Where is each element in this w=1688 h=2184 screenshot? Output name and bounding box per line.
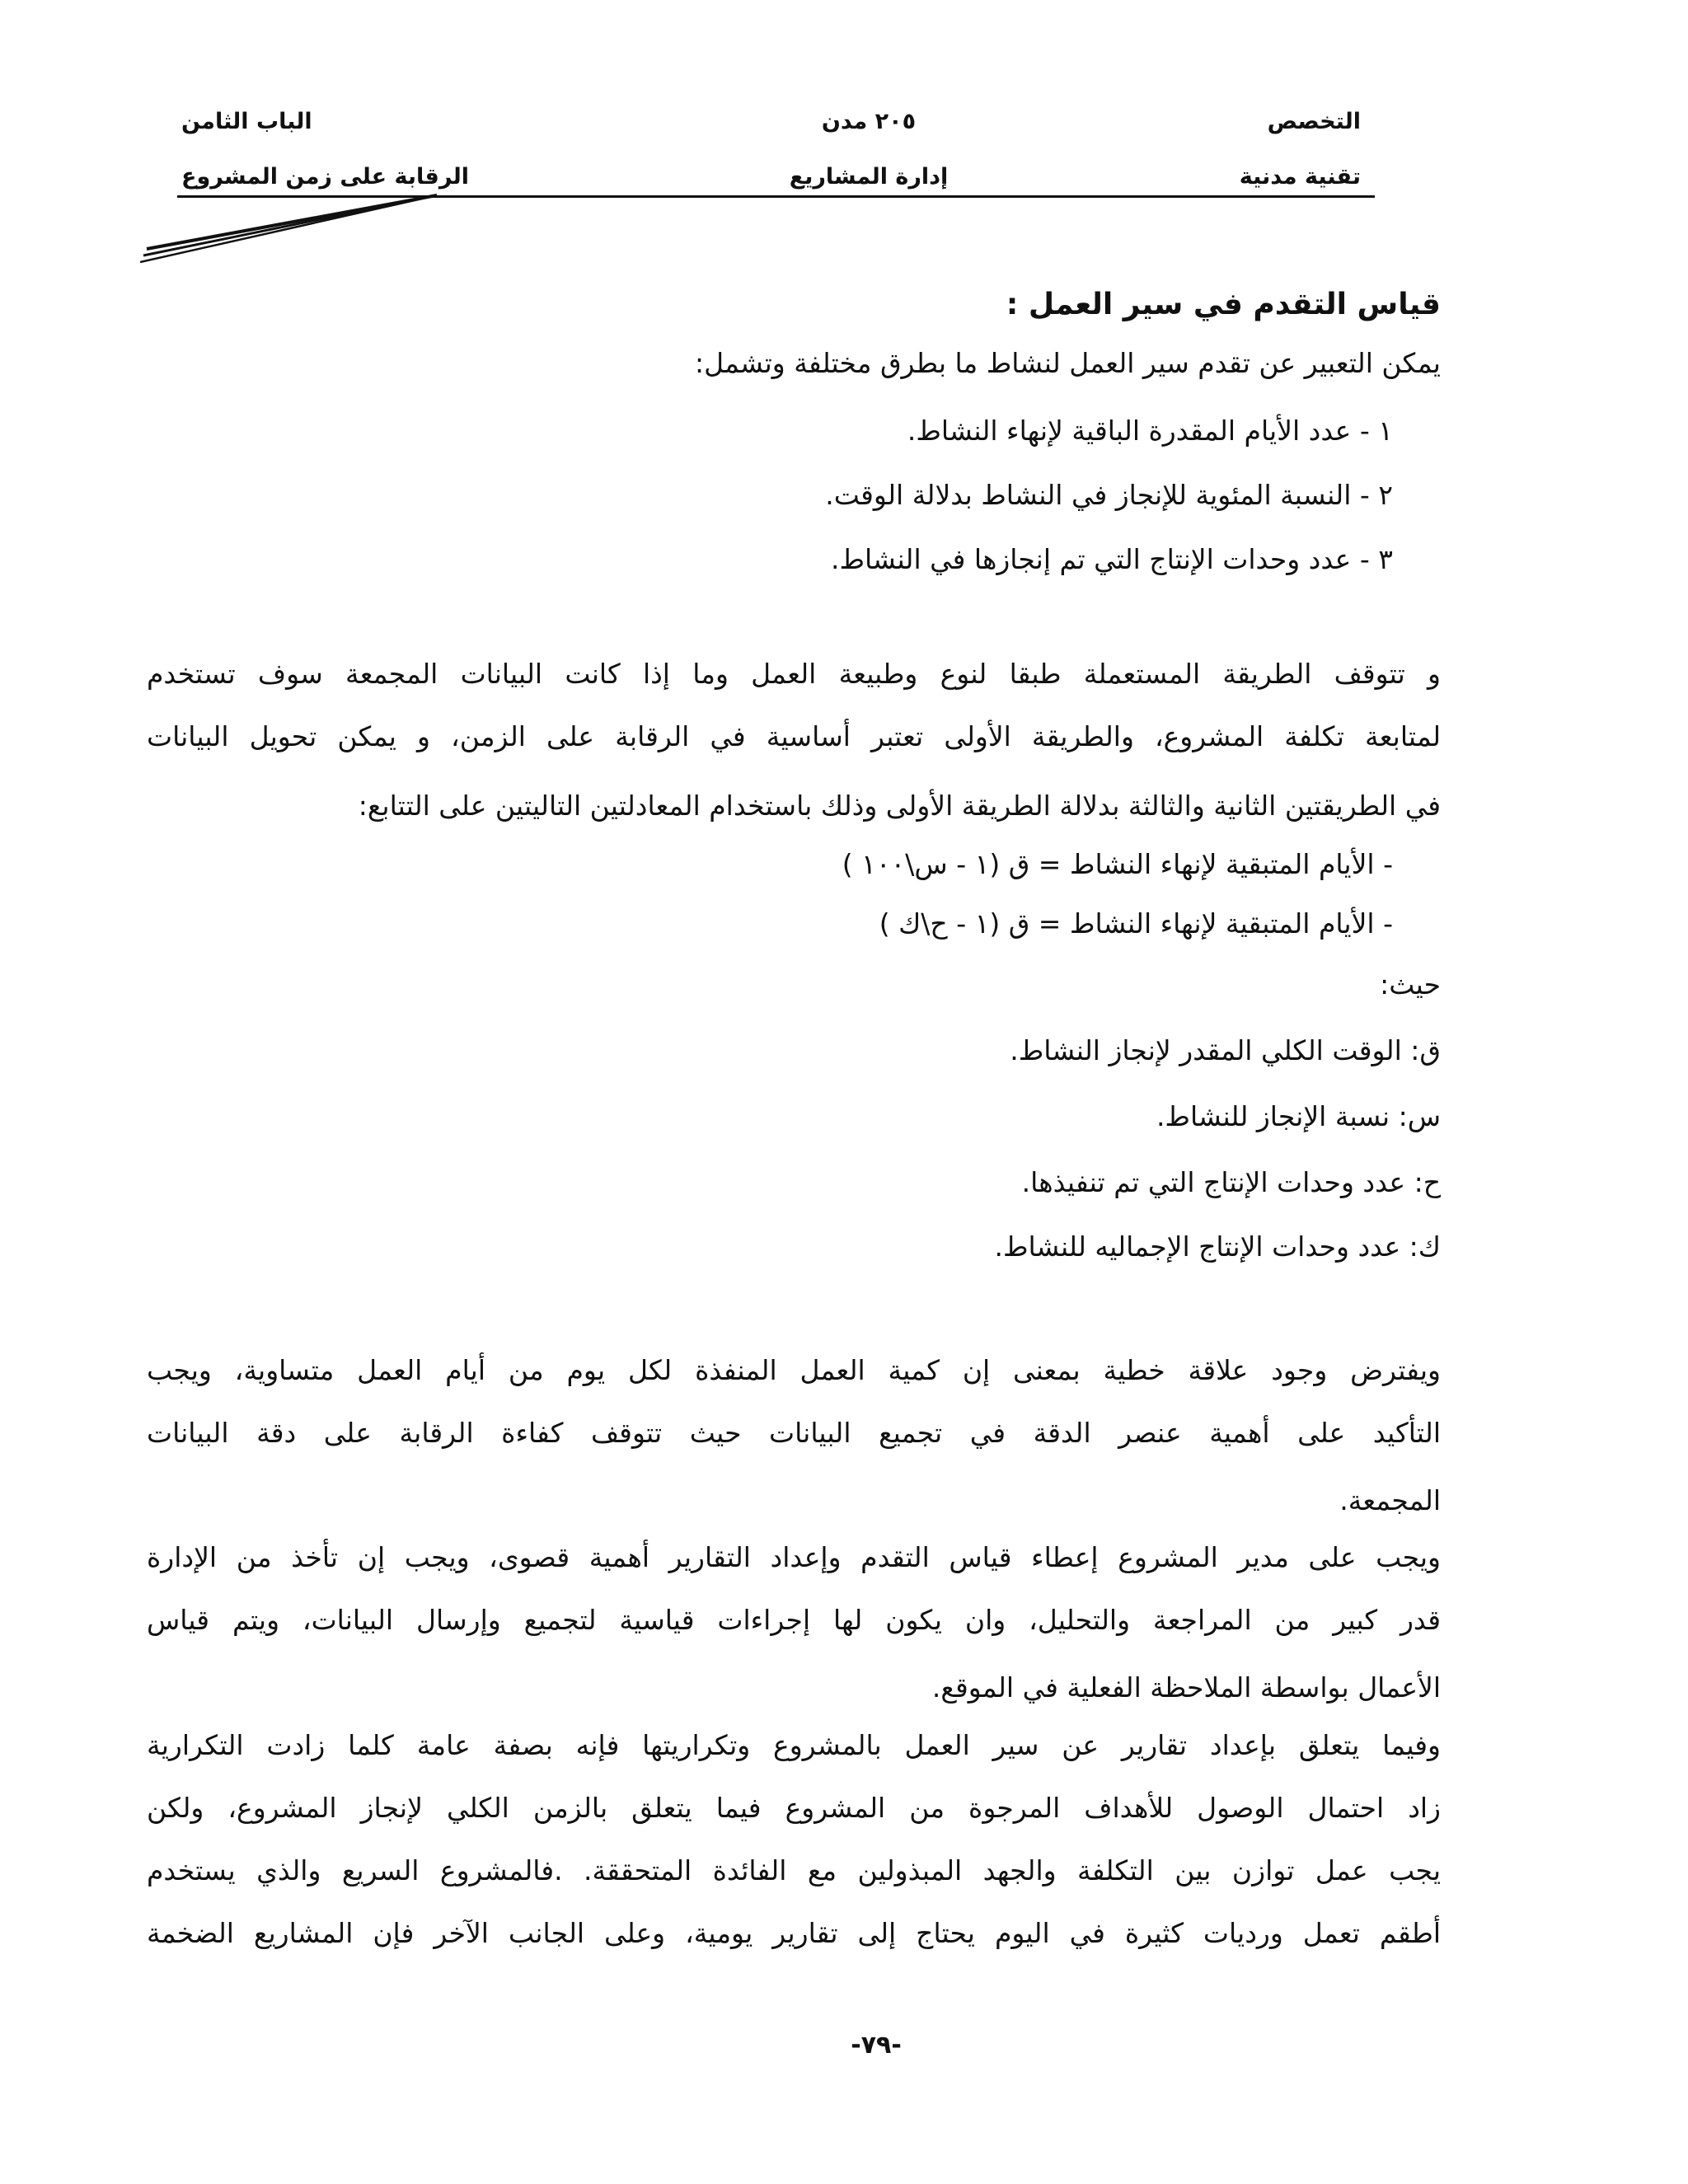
intro-line: يمكن التعبير عن تقدم سير العمل لنشاط ما بطرق مختلفة وتشمل: — [694, 347, 1441, 379]
definition-q: ق: الوقت الكلي المقدر لإنجاز النشاط. — [1010, 1034, 1441, 1066]
header-chapter-label: الباب الثامن — [181, 109, 312, 134]
paragraph-2-line-1: ويفترض وجود علاقة خطية بمعنى إن كمية العمل المنفذة لكل يوم من أيام العمل متساوية، ويجب — [147, 1354, 1441, 1386]
list-item-3: ٣ - عدد وحدات الإنتاج التي تم إنجازها في النشاط. — [830, 543, 1393, 575]
page-number: -٧٩- — [851, 2031, 902, 2060]
paragraph-4-line-2: زاد احتمال الوصول للأهداف المرجوة من المشروع فيما يتعلق بالزمن الكلي لإنجاز المشروع، ولكن — [147, 1792, 1441, 1824]
header-course-name: إدارة المشاريع — [789, 164, 949, 190]
section-title: قياس التقدم في سير العمل : — [1006, 288, 1441, 321]
header-swoosh-decoration — [140, 191, 437, 265]
header-course-code: ٢٠٥ مدن — [821, 109, 917, 134]
paragraph-4-line-1: وفيما يتعلق بإعداد تقارير عن سير العمل بالمشروع وتكراريتها فإنه بصفة عامة كلما زادت التكرارية — [147, 1729, 1441, 1761]
equation-2: - الأيام المتبقية لإنهاء النشاط = ق (١ - ح\ك ) — [879, 907, 1393, 940]
list-item-2: ٢ - النسبة المئوية للإنجاز في النشاط بدلالة الوقت. — [825, 479, 1393, 511]
paragraph-2-line-3: المجمعة. — [1339, 1484, 1441, 1516]
definition-k: ك: عدد وحدات الإنتاج الإجماليه للنشاط. — [994, 1230, 1441, 1263]
header-specialty-label: التخصص — [1267, 109, 1361, 134]
where-label: حيث: — [1380, 968, 1441, 1001]
paragraph-4-line-4: أطقم تعمل ورديات كثيرة في اليوم يحتاج إلى تقارير يومية، وعلى الجانب الآخر فإن المشاريع الضخمة — [147, 1917, 1441, 1949]
list-item-1: ١ - عدد الأيام المقدرة الباقية لإنهاء النشاط. — [907, 415, 1393, 447]
paragraph-3-line-3: الأعمال بواسطة الملاحظة الفعلية في الموقع. — [931, 1671, 1441, 1704]
definition-h: ح: عدد وحدات الإنتاج التي تم تنفيذها. — [1021, 1166, 1441, 1198]
paragraph-1-line-1: و تتوقف الطريقة المستعملة طبقا لنوع وطبيعة العمل وما إذا كانت البيانات المجمعة سوف تستخدم — [147, 658, 1441, 690]
paragraph-3-line-1: ويجب على مدير المشروع إعطاء قياس التقدم وإعداد التقارير أهمية قصوى، ويجب إن تأخذ من الإدارة — [147, 1541, 1441, 1573]
header-chapter-title: الرقابة على زمن المشروع — [181, 164, 470, 190]
paragraph-4-line-3: يجب عمل توازن بين التكلفة والجهد المبذولين مع الفائدة المتحققة. .فالمشروع السريع والذي يستخدم — [147, 1854, 1441, 1886]
paragraph-3-line-2: قدر كبير من المراجعة والتحليل، وان يكون لها إجراءات قياسية لتجميع وإرسال البيانات، ويتم قياس — [147, 1604, 1441, 1636]
header-specialty-value: تقنية مدنية — [1239, 164, 1361, 190]
equation-1: - الأيام المتبقية لإنهاء النشاط = ق (١ - س\١٠٠ ) — [842, 848, 1393, 880]
paragraph-1-line-2: لمتابعة تكلفة المشروع، والطريقة الأولى تعتبر أساسية في الرقابة على الزمن، و يمكن تحويل البيانات — [147, 720, 1441, 752]
paragraph-1-line-3: في الطريقتين الثانية والثالثة بدلالة الطريقة الأولى وذلك باستخدام المعادلتين التاليتين على التتابع: — [358, 790, 1441, 822]
definition-s: س: نسبة الإنجاز للنشاط. — [1156, 1100, 1441, 1132]
paragraph-2-line-2: التأكيد على أهمية عنصر الدقة في تجميع البيانات حيث تتوقف كفاءة الرقابة على دقة البيانات — [147, 1417, 1441, 1449]
